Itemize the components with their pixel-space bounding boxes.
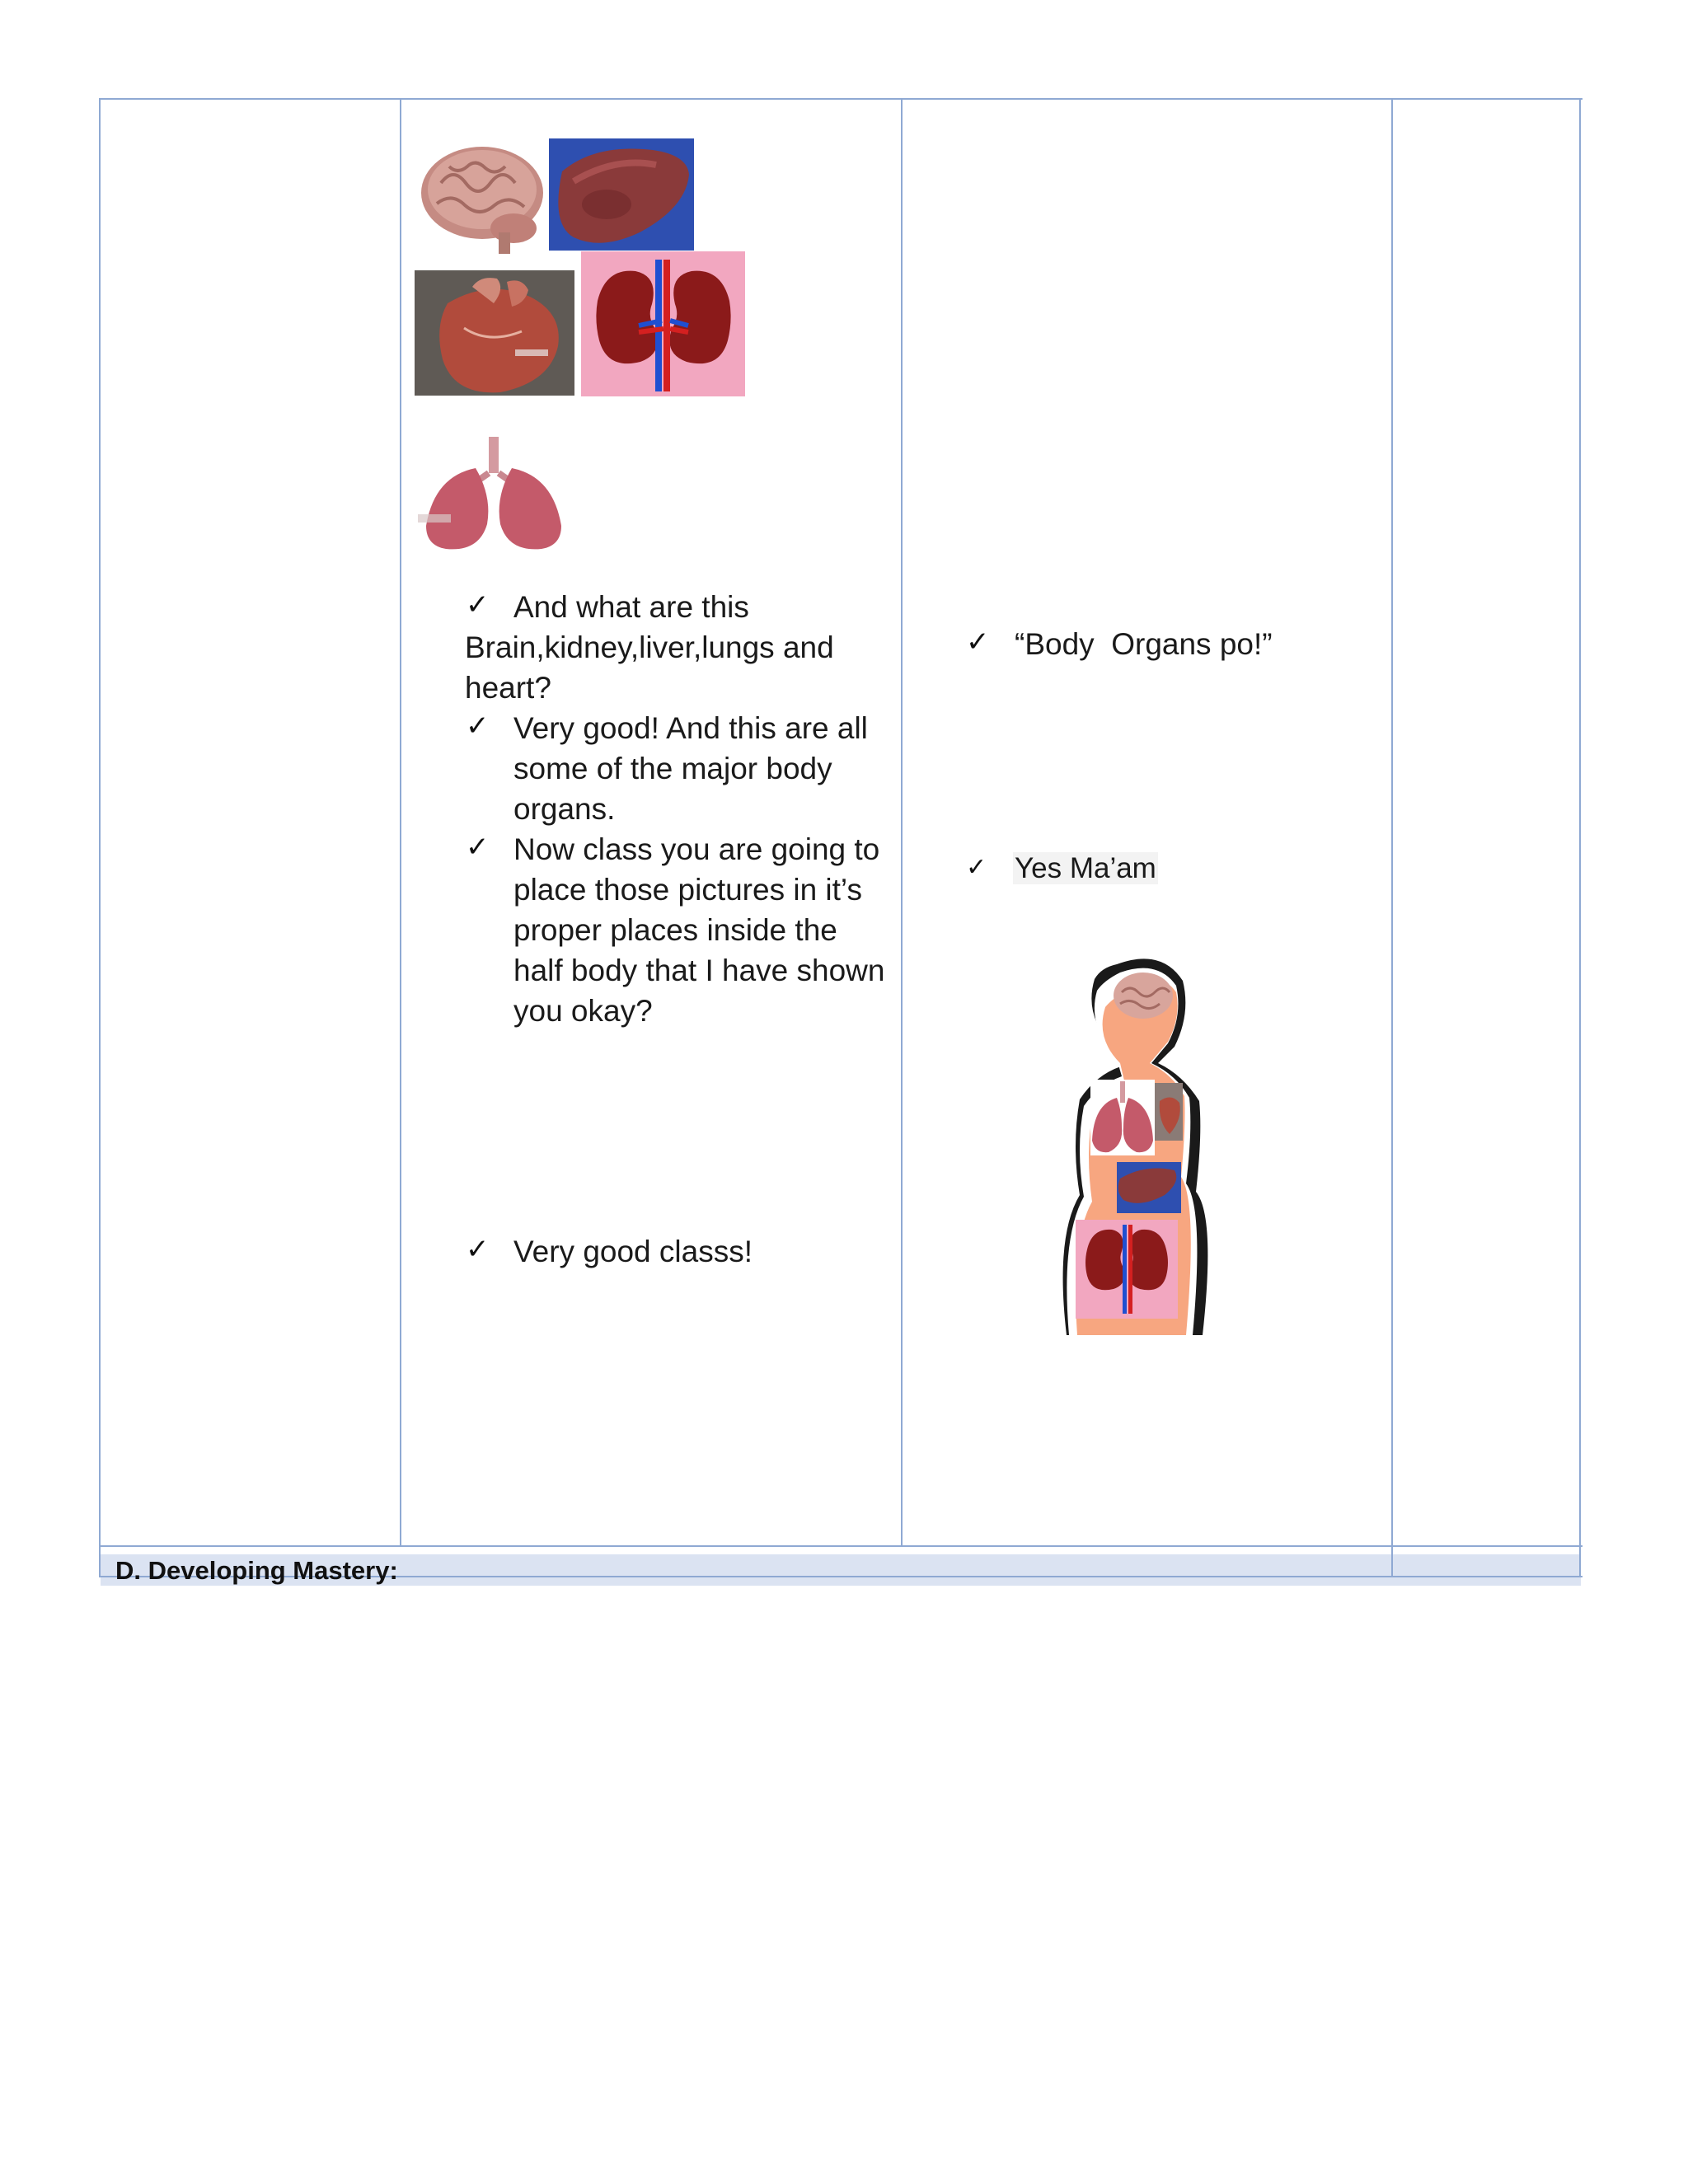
instruction-line-2: place those pictures in it’s <box>513 873 862 907</box>
column-divider-1 <box>400 98 401 1547</box>
student-yes <box>1013 848 1158 888</box>
instruction-line-1: Now class you are going to <box>513 832 880 866</box>
table-right-border <box>1579 98 1581 1577</box>
question-line-2: Brain,kidney,liver,lungs and <box>465 630 834 664</box>
student-yes-text: Yes Ma’am <box>1015 852 1156 884</box>
check-mark-icon: ✓ <box>466 1233 490 1266</box>
check-mark-icon: ✓ <box>466 831 490 864</box>
column-divider-3 <box>1391 98 1393 1577</box>
heart-image <box>415 270 574 396</box>
very-good-line-2: some of the major body <box>513 752 832 785</box>
brain-image <box>416 142 548 257</box>
instruction-line-4: half body that I have shown <box>513 954 885 987</box>
table-left-border <box>99 98 101 1577</box>
question-line-3: heart? <box>465 671 551 705</box>
liver-image <box>549 138 694 251</box>
question-line-1: And what are this <box>513 590 749 624</box>
instruction-line-3: proper places inside the <box>513 913 837 947</box>
lungs-image <box>416 435 573 551</box>
very-good-line-1: Very good! And this are all <box>513 711 868 745</box>
table-row-divider-redraw <box>99 1545 1582 1547</box>
check-mark-icon: ✓ <box>966 626 990 658</box>
closing-line: Very good classs! <box>513 1235 753 1268</box>
student-answer: “Body Organs po!” <box>1015 627 1273 661</box>
check-mark-icon: ✓ <box>466 588 490 621</box>
check-mark-icon: ✓ <box>966 853 987 882</box>
half-body-diagram <box>1059 956 1216 1343</box>
very-good-line-3: organs. <box>513 792 616 826</box>
section-title: D. Developing Mastery: <box>115 1556 398 1585</box>
column-divider-2 <box>901 98 903 1547</box>
table-top-border <box>99 98 1582 100</box>
instruction-line-5: you okay? <box>513 994 653 1028</box>
kidneys-image <box>581 251 745 396</box>
check-mark-icon: ✓ <box>466 710 490 743</box>
